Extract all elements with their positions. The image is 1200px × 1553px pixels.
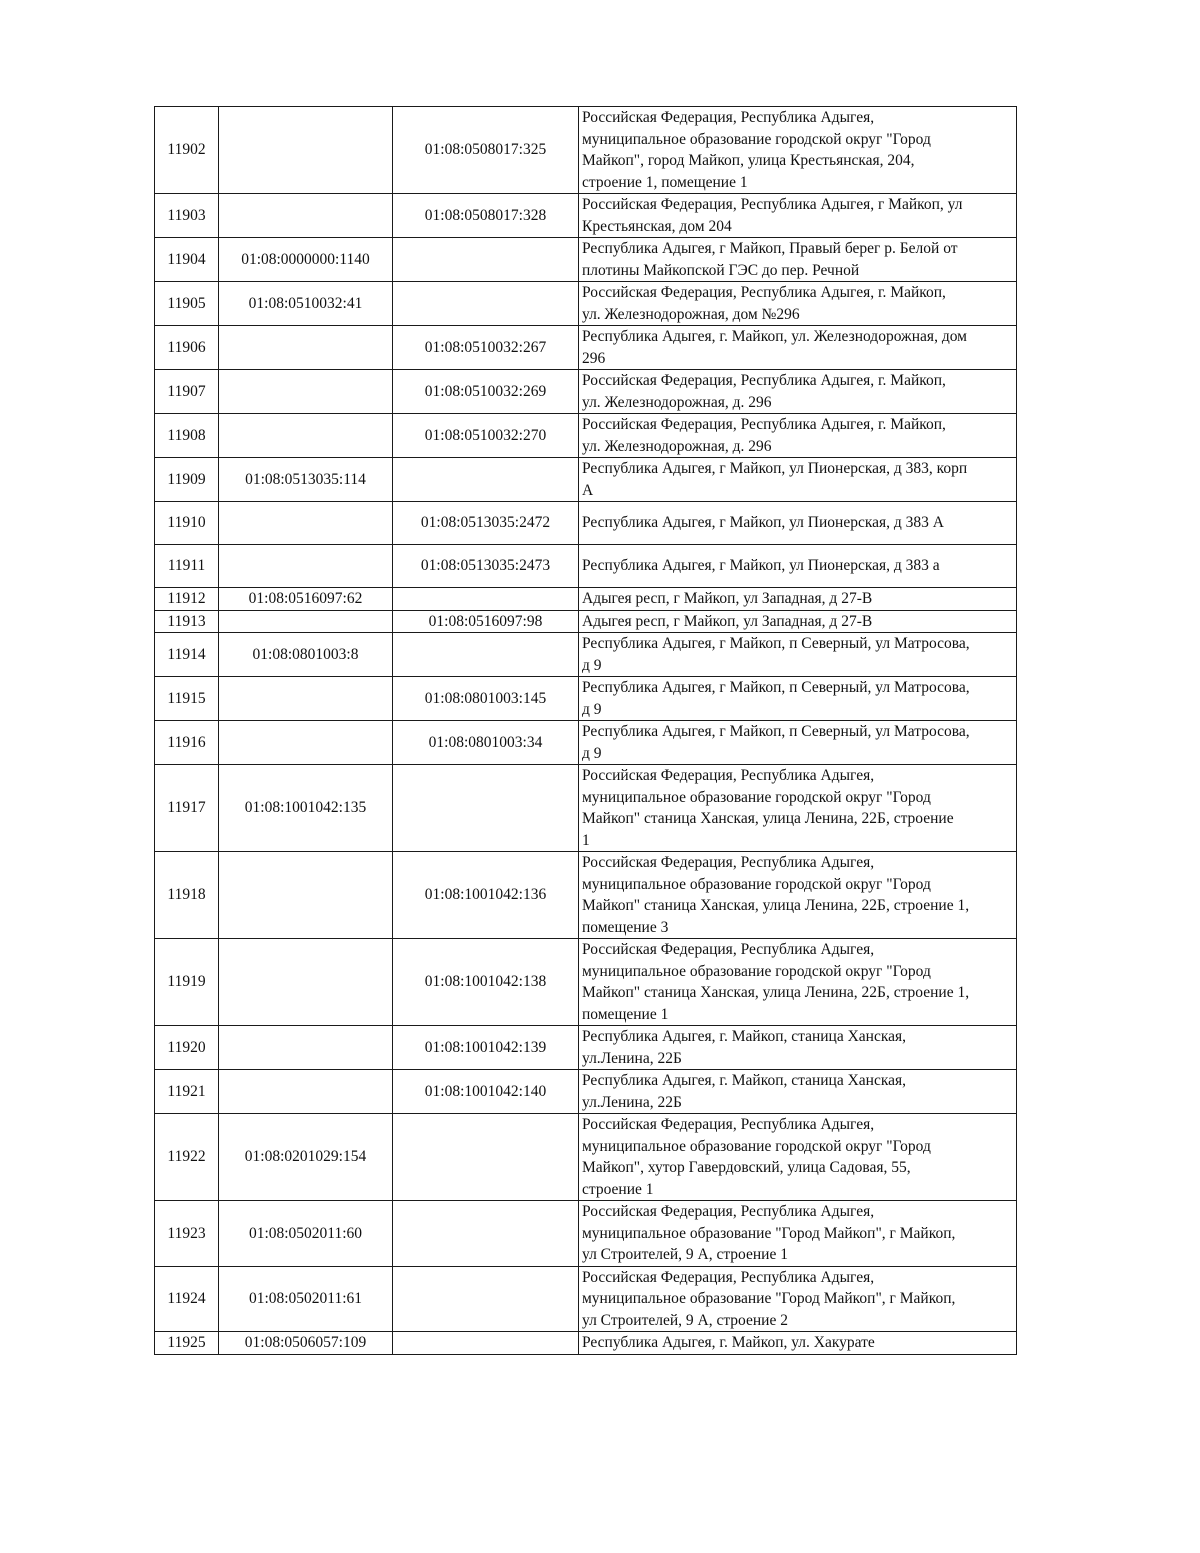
row-number-cell: 11907 [155,370,219,414]
object-cadastral-cell: 01:08:0513035:2472 [393,502,579,545]
address-line: Майкоп" станица Ханская, улица Ленина, 22Б, строение [582,810,954,827]
address-cell [579,107,1017,194]
object-cadastral-cell: 01:08:1001042:140 [393,1070,579,1114]
row-number-cell: 11916 [155,721,219,765]
table-row [155,852,1017,939]
address-line: Российская Федерация, Республика Адыгея, г. Майкоп, [582,284,946,301]
address-cell [579,765,1017,852]
land-cadastral-cell [219,1070,393,1114]
address-cell [579,1026,1017,1070]
address-line: Республика Адыгея, г Майкоп, ул Пионерская, д 383 а [582,557,940,575]
address-line: д 9 [582,700,602,718]
row-number-cell: 11925 [155,1332,219,1355]
register-body [155,107,1017,1355]
row-number-cell: 11914 [155,633,219,677]
object-cadastral-cell: 01:08:1001042:136 [393,852,579,939]
address-cell [579,939,1017,1026]
land-cadastral-cell: 01:08:0801003:8 [219,633,393,677]
row-number-cell: 11918 [155,852,219,939]
address-line: ул.Ленина, 22Б [582,1093,682,1111]
address-cell [579,1070,1017,1114]
row-number-cell: 11920 [155,1026,219,1070]
table-row [155,939,1017,1026]
row-number-cell: 11904 [155,238,219,282]
address-line: Майкоп", хутор Гавердовский, улица Садовая, 55, [582,1159,911,1176]
table-row [155,326,1017,370]
address-line: Российская Федерация, Республика Адыгея, [582,1203,875,1220]
land-cadastral-cell [219,107,393,194]
address-cell [579,238,1017,282]
row-number-cell: 11903 [155,194,219,238]
object-cadastral-cell [393,1201,579,1267]
address-line: Республика Адыгея, г Майкоп, ул Пионерская, д 383, корп [582,460,968,477]
address-cell [579,1332,1017,1355]
row-number-cell: 11917 [155,765,219,852]
address-line: Российская Федерация, Республика Адыгея, [582,1268,875,1286]
row-number-cell: 11923 [155,1201,219,1267]
table-row [155,1332,1017,1355]
address-line: плотины Майкопской ГЭС до пер. Речной [582,261,860,279]
address-line: 296 [582,349,606,367]
table-row [155,1266,1017,1332]
address-line: Республика Адыгея, г Майкоп, Правый берег р. Белой от [582,240,958,257]
land-cadastral-cell: 01:08:0502011:60 [219,1201,393,1267]
object-cadastral-cell [393,238,579,282]
address-line: Российская Федерация, Республика Адыгея, [582,854,875,871]
address-line: Адыгея респ, г Майкоп, ул Западная, д 27-В [582,590,873,607]
address-line: муниципальное образование городской округ "Город [582,788,931,806]
address-line: А [582,481,594,499]
address-line: ул Строителей, 9 А, строение 2 [582,1311,788,1329]
address-line: муниципальное образование "Город Майкоп", г Майкоп, [582,1224,956,1242]
address-cell [579,545,1017,588]
address-cell [579,1201,1017,1267]
object-cadastral-cell: 01:08:0801003:34 [393,721,579,765]
table-row [155,194,1017,238]
table-row [155,1201,1017,1267]
land-cadastral-cell: 01:08:0502011:61 [219,1266,393,1332]
table-row [155,588,1017,611]
object-cadastral-cell: 01:08:0510032:267 [393,326,579,370]
address-line: Республика Адыгея, г. Майкоп, станица Ханская, [582,1028,907,1045]
row-number-cell: 11905 [155,282,219,326]
land-cadastral-cell: 01:08:0510032:41 [219,282,393,326]
table-row [155,610,1017,633]
land-cadastral-cell [219,545,393,588]
address-line: Республика Адыгея, г. Майкоп, станица Ханская, [582,1072,907,1089]
object-cadastral-cell: 01:08:1001042:138 [393,939,579,1026]
object-cadastral-cell: 01:08:0513035:2473 [393,545,579,588]
land-cadastral-cell: 01:08:0513035:114 [219,458,393,502]
address-line: д 9 [582,744,602,762]
address-line: д 9 [582,656,602,674]
address-line: ул. Железнодорожная, дом №296 [582,305,800,323]
object-cadastral-cell [393,633,579,677]
object-cadastral-cell: 01:08:0510032:270 [393,414,579,458]
table-row [155,765,1017,852]
property-register-table [154,106,1017,1355]
object-cadastral-cell [393,458,579,502]
address-line: Российская Федерация, Республика Адыгея, [582,941,875,958]
row-number-cell: 11924 [155,1266,219,1332]
object-cadastral-cell: 01:08:1001042:139 [393,1026,579,1070]
address-line: Адыгея респ, г Майкоп, ул Западная, д 27-В [582,612,873,630]
address-line: ул. Железнодорожная, д. 296 [582,393,772,411]
address-cell [579,852,1017,939]
row-number-cell: 11913 [155,610,219,633]
address-line: Майкоп" станица Ханская, улица Ленина, 22Б, строение 1, [582,897,970,914]
land-cadastral-cell [219,194,393,238]
object-cadastral-cell [393,1114,579,1201]
land-cadastral-cell: 01:08:0506057:109 [219,1332,393,1355]
land-cadastral-cell [219,414,393,458]
address-line: муниципальное образование городской округ "Город [582,962,931,980]
table-row [155,107,1017,194]
land-cadastral-cell [219,939,393,1026]
object-cadastral-cell: 01:08:0508017:328 [393,194,579,238]
address-line: Крестьянская, дом 204 [582,217,732,235]
address-line: Майкоп", город Майкоп, улица Крестьянская, 204, [582,152,915,169]
row-number-cell: 11915 [155,677,219,721]
land-cadastral-cell: 01:08:0000000:1140 [219,238,393,282]
table-row [155,370,1017,414]
land-cadastral-cell [219,502,393,545]
address-line: Республика Адыгея, г Майкоп, п Северный, ул Матросова, [582,635,970,652]
address-cell [579,721,1017,765]
table-row [155,633,1017,677]
table-row [155,458,1017,502]
address-line: Российская Федерация, Республика Адыгея, [582,109,875,126]
address-cell [579,458,1017,502]
land-cadastral-cell [219,370,393,414]
address-line: Республика Адыгея, г. Майкоп, ул. Хакурате [582,1334,875,1351]
address-cell [579,194,1017,238]
address-cell [579,1266,1017,1332]
address-line: Российская Федерация, Республика Адыгея, г. Майкоп, [582,372,946,389]
object-cadastral-cell [393,765,579,852]
table-row [155,677,1017,721]
row-number-cell: 11902 [155,107,219,194]
object-cadastral-cell [393,1332,579,1355]
object-cadastral-cell [393,588,579,611]
address-line: строение 1 [582,1180,654,1198]
object-cadastral-cell [393,1266,579,1332]
address-line: Республика Адыгея, г Майкоп, п Северный, ул Матросова, [582,723,970,740]
address-line: ул. Железнодорожная, д. 296 [582,437,772,455]
address-cell [579,414,1017,458]
address-line: Республика Адыгея, г Майкоп, ул Пионерская, д 383 А [582,514,944,532]
address-cell [579,677,1017,721]
land-cadastral-cell: 01:08:0516097:62 [219,588,393,611]
land-cadastral-cell [219,610,393,633]
address-cell [579,502,1017,545]
land-cadastral-cell: 01:08:1001042:135 [219,765,393,852]
address-line: Российская Федерация, Республика Адыгея, [582,767,875,784]
address-cell [579,282,1017,326]
table-row [155,414,1017,458]
address-line: Российская Федерация, Республика Адыгея, [582,1116,875,1133]
row-number-cell: 11911 [155,545,219,588]
table-row [155,1026,1017,1070]
address-line: муниципальное образование "Город Майкоп", г Майкоп, [582,1290,956,1307]
land-cadastral-cell [219,326,393,370]
row-number-cell: 11909 [155,458,219,502]
address-line: помещение 3 [582,918,669,936]
address-line: Российская Федерация, Республика Адыгея, г Майкоп, ул [582,196,963,213]
object-cadastral-cell: 01:08:0516097:98 [393,610,579,633]
table-row [155,1070,1017,1114]
table-row [155,238,1017,282]
address-line: Республика Адыгея, г. Майкоп, ул. Железнодорожная, дом [582,328,967,345]
row-number-cell: 11922 [155,1114,219,1201]
address-cell [579,610,1017,633]
table-row [155,1114,1017,1201]
row-number-cell: 11921 [155,1070,219,1114]
row-number-cell: 11908 [155,414,219,458]
address-line: строение 1, помещение 1 [582,173,748,191]
land-cadastral-cell: 01:08:0201029:154 [219,1114,393,1201]
table-row [155,502,1017,545]
address-line: муниципальное образование городской округ "Город [582,130,931,148]
address-line: Российская Федерация, Республика Адыгея, г. Майкоп, [582,416,946,433]
address-cell [579,326,1017,370]
table-row [155,545,1017,588]
address-cell [579,588,1017,611]
table-row [155,721,1017,765]
address-cell [579,633,1017,677]
object-cadastral-cell: 01:08:0801003:145 [393,677,579,721]
land-cadastral-cell [219,852,393,939]
address-line: ул.Ленина, 22Б [582,1049,682,1067]
row-number-cell: 11912 [155,588,219,611]
land-cadastral-cell [219,1026,393,1070]
address-line: помещение 1 [582,1005,669,1023]
object-cadastral-cell: 01:08:0508017:325 [393,107,579,194]
address-line: Республика Адыгея, г Майкоп, п Северный, ул Матросова, [582,679,970,696]
row-number-cell: 11910 [155,502,219,545]
object-cadastral-cell: 01:08:0510032:269 [393,370,579,414]
object-cadastral-cell [393,282,579,326]
row-number-cell: 11919 [155,939,219,1026]
land-cadastral-cell [219,721,393,765]
address-line: муниципальное образование городской округ "Город [582,875,931,893]
address-cell [579,1114,1017,1201]
row-number-cell: 11906 [155,326,219,370]
address-line: Майкоп" станица Ханская, улица Ленина, 22Б, строение 1, [582,984,970,1001]
address-line: муниципальное образование городской округ "Город [582,1137,931,1155]
address-line: 1 [582,831,590,849]
address-cell [579,370,1017,414]
address-line: ул Строителей, 9 А, строение 1 [582,1246,788,1263]
table-row [155,282,1017,326]
land-cadastral-cell [219,677,393,721]
